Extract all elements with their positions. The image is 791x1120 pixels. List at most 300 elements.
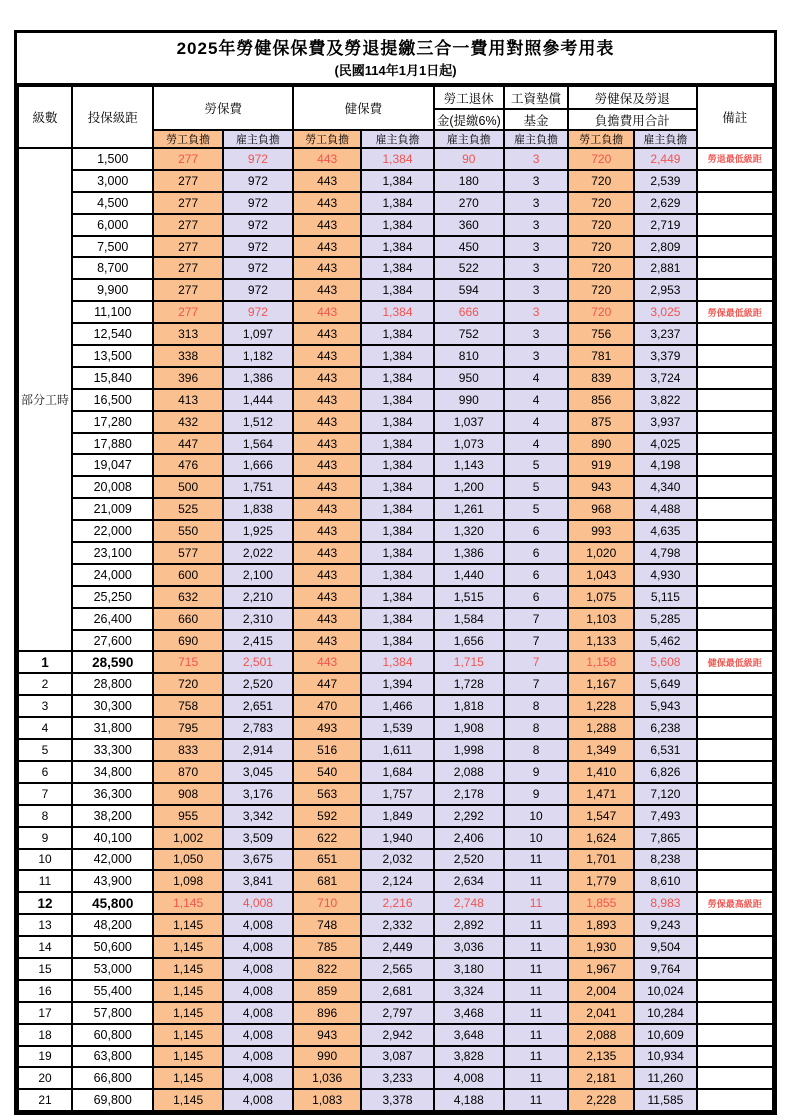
cell-labor-employee: 413 [153, 389, 222, 411]
cell-wage-fund-employer: 11 [504, 936, 568, 958]
cell-health-employer: 1,384 [361, 564, 433, 586]
cell-labor-employee: 870 [153, 761, 222, 783]
cell-total-employer: 2,719 [634, 214, 696, 236]
table-row [18, 323, 773, 345]
cell-total-employee: 968 [568, 498, 634, 520]
cell-labor-employer: 972 [223, 148, 293, 170]
cell-level: 2 [18, 673, 72, 695]
cell-pension-employer: 3,828 [434, 1046, 504, 1068]
cell-wage-fund-employer: 11 [504, 914, 568, 936]
cell-pension-employer: 522 [434, 257, 504, 279]
cell-labor-employer: 2,100 [223, 564, 293, 586]
cell-health-employee: 447 [293, 673, 361, 695]
cell-insured-bracket: 50,600 [72, 936, 154, 958]
cell-total-employee: 943 [568, 476, 634, 498]
cell-note [697, 520, 774, 542]
cell-health-employer: 3,087 [361, 1046, 433, 1068]
cell-health-employer: 1,384 [361, 257, 433, 279]
cell-total-employer: 5,285 [634, 608, 696, 630]
cell-wage-fund-employer: 5 [504, 476, 568, 498]
cell-total-employer: 7,120 [634, 783, 696, 805]
cell-labor-employer: 3,509 [223, 827, 293, 849]
cell-pension-employer: 1,998 [434, 739, 504, 761]
col-header-total-line2: 負擔費用合計 [568, 109, 696, 130]
cell-pension-employer: 2,292 [434, 805, 504, 827]
cell-pension-employer: 1,440 [434, 564, 504, 586]
cell-insured-bracket: 42,000 [72, 849, 154, 871]
cell-health-employer: 1,384 [361, 651, 433, 673]
table-row [18, 980, 773, 1002]
cell-labor-employee: 715 [153, 651, 222, 673]
cell-labor-employer: 3,342 [223, 805, 293, 827]
cell-labor-employer: 972 [223, 257, 293, 279]
table-row [18, 148, 773, 170]
cell-wage-fund-employer: 11 [504, 849, 568, 871]
cell-labor-employer: 1,666 [223, 454, 293, 476]
cell-note [697, 476, 774, 498]
table-row [18, 936, 773, 958]
fee-reference-sheet [14, 30, 777, 1115]
cell-total-employee: 1,020 [568, 542, 634, 564]
cell-insured-bracket: 1,500 [72, 148, 154, 170]
subheader-fund-employer: 雇主負擔 [504, 130, 568, 148]
cell-insured-bracket: 34,800 [72, 761, 154, 783]
cell-health-employer: 1,849 [361, 805, 433, 827]
cell-total-employer: 4,198 [634, 454, 696, 476]
cell-labor-employer: 2,415 [223, 630, 293, 652]
cell-health-employer: 1,384 [361, 192, 433, 214]
table-row [18, 279, 773, 301]
cell-pension-employer: 90 [434, 148, 504, 170]
table-row [18, 389, 773, 411]
cell-health-employee: 443 [293, 520, 361, 542]
cell-labor-employer: 2,914 [223, 739, 293, 761]
table-row [18, 257, 773, 279]
cell-health-employee: 443 [293, 170, 361, 192]
cell-labor-employee: 690 [153, 630, 222, 652]
cell-health-employee: 443 [293, 411, 361, 433]
cell-total-employer: 11,585 [634, 1089, 696, 1111]
cell-pension-employer: 2,892 [434, 914, 504, 936]
col-header-level: 級數 [18, 86, 72, 148]
table-row [18, 411, 773, 433]
cell-total-employer: 10,024 [634, 980, 696, 1002]
cell-health-employee: 943 [293, 1024, 361, 1046]
cell-insured-bracket: 11,100 [72, 301, 154, 323]
cell-health-employer: 2,449 [361, 936, 433, 958]
cell-total-employee: 1,288 [568, 717, 634, 739]
cell-level: 7 [18, 783, 72, 805]
cell-health-employer: 1,384 [361, 367, 433, 389]
cell-insured-bracket: 33,300 [72, 739, 154, 761]
cell-wage-fund-employer: 3 [504, 148, 568, 170]
cell-pension-employer: 4,008 [434, 1067, 504, 1089]
cell-total-employer: 2,539 [634, 170, 696, 192]
cell-total-employee: 1,410 [568, 761, 634, 783]
cell-total-employer: 2,809 [634, 236, 696, 258]
cell-labor-employee: 1,098 [153, 870, 222, 892]
cell-pension-employer: 1,261 [434, 498, 504, 520]
subheader-labor-employer: 雇主負擔 [223, 130, 293, 148]
cell-wage-fund-employer: 8 [504, 695, 568, 717]
cell-total-employee: 2,135 [568, 1046, 634, 1068]
cell-note [697, 236, 774, 258]
cell-wage-fund-employer: 5 [504, 454, 568, 476]
table-row [18, 476, 773, 498]
subheader-health-employer: 雇主負擔 [361, 130, 433, 148]
cell-health-employer: 2,216 [361, 892, 433, 914]
cell-wage-fund-employer: 7 [504, 651, 568, 673]
cell-total-employer: 5,943 [634, 695, 696, 717]
cell-total-employer: 3,937 [634, 411, 696, 433]
page-subtitle: (民國114年1月1日起) [334, 63, 457, 78]
group-label-part-time: 部分工時 [18, 148, 72, 651]
cell-wage-fund-employer: 3 [504, 279, 568, 301]
cell-health-employer: 1,384 [361, 170, 433, 192]
cell-labor-employee: 277 [153, 236, 222, 258]
cell-wage-fund-employer: 11 [504, 1046, 568, 1068]
cell-health-employer: 1,611 [361, 739, 433, 761]
cell-insured-bracket: 19,047 [72, 454, 154, 476]
cell-insured-bracket: 12,540 [72, 323, 154, 345]
cell-note [697, 214, 774, 236]
cell-labor-employee: 447 [153, 433, 222, 455]
cell-labor-employee: 660 [153, 608, 222, 630]
cell-health-employer: 2,332 [361, 914, 433, 936]
table-row [18, 739, 773, 761]
cell-health-employee: 1,036 [293, 1067, 361, 1089]
cell-health-employer: 1,384 [361, 323, 433, 345]
cell-total-employer: 5,462 [634, 630, 696, 652]
cell-health-employee: 990 [293, 1046, 361, 1068]
cell-total-employer: 6,531 [634, 739, 696, 761]
cell-note [697, 805, 774, 827]
cell-wage-fund-employer: 6 [504, 586, 568, 608]
cell-note [697, 345, 774, 367]
cell-insured-bracket: 22,000 [72, 520, 154, 542]
cell-health-employee: 443 [293, 279, 361, 301]
cell-health-employer: 1,384 [361, 608, 433, 630]
cell-health-employee: 443 [293, 323, 361, 345]
cell-pension-employer: 2,178 [434, 783, 504, 805]
cell-total-employer: 3,025 [634, 301, 696, 323]
cell-pension-employer: 594 [434, 279, 504, 301]
cell-health-employer: 2,565 [361, 958, 433, 980]
cell-health-employer: 1,384 [361, 454, 433, 476]
cell-health-employee: 681 [293, 870, 361, 892]
cell-labor-employer: 1,925 [223, 520, 293, 542]
cell-total-employee: 1,043 [568, 564, 634, 586]
cell-health-employer: 1,384 [361, 498, 433, 520]
cell-wage-fund-employer: 4 [504, 411, 568, 433]
cell-note [697, 695, 774, 717]
cell-insured-bracket: 38,200 [72, 805, 154, 827]
cell-health-employee: 443 [293, 630, 361, 652]
cell-total-employee: 756 [568, 323, 634, 345]
cell-pension-employer: 1,073 [434, 433, 504, 455]
cell-wage-fund-employer: 3 [504, 323, 568, 345]
cell-wage-fund-employer: 11 [504, 980, 568, 1002]
cell-total-employer: 4,798 [634, 542, 696, 564]
cell-wage-fund-employer: 7 [504, 673, 568, 695]
cell-level: 1 [18, 651, 72, 673]
cell-wage-fund-employer: 6 [504, 564, 568, 586]
cell-wage-fund-employer: 3 [504, 257, 568, 279]
col-header-total-line1: 勞健保及勞退 [568, 86, 696, 109]
cell-insured-bracket: 40,100 [72, 827, 154, 849]
cell-wage-fund-employer: 9 [504, 783, 568, 805]
cell-note [697, 454, 774, 476]
cell-total-employer: 9,504 [634, 936, 696, 958]
cell-total-employer: 10,934 [634, 1046, 696, 1068]
cell-health-employer: 1,466 [361, 695, 433, 717]
cell-labor-employee: 277 [153, 257, 222, 279]
cell-level: 8 [18, 805, 72, 827]
cell-wage-fund-employer: 11 [504, 958, 568, 980]
cell-labor-employer: 2,310 [223, 608, 293, 630]
col-header-wage-fund-line1: 工資墊償 [504, 86, 568, 109]
cell-pension-employer: 1,656 [434, 630, 504, 652]
cell-wage-fund-employer: 3 [504, 345, 568, 367]
cell-total-employer: 5,649 [634, 673, 696, 695]
cell-total-employee: 875 [568, 411, 634, 433]
table-row [18, 761, 773, 783]
cell-labor-employer: 4,008 [223, 936, 293, 958]
cell-labor-employer: 972 [223, 214, 293, 236]
col-header-note: 備註 [697, 86, 774, 148]
cell-wage-fund-employer: 7 [504, 608, 568, 630]
cell-pension-employer: 3,180 [434, 958, 504, 980]
cell-wage-fund-employer: 3 [504, 214, 568, 236]
cell-health-employer: 1,384 [361, 148, 433, 170]
cell-total-employer: 4,488 [634, 498, 696, 520]
col-header-wage-fund-line2: 基金 [504, 109, 568, 130]
table-row [18, 301, 773, 323]
cell-total-employee: 1,779 [568, 870, 634, 892]
cell-labor-employee: 338 [153, 345, 222, 367]
cell-labor-employer: 1,182 [223, 345, 293, 367]
cell-labor-employer: 1,386 [223, 367, 293, 389]
cell-note [697, 958, 774, 980]
cell-note [697, 257, 774, 279]
table-row [18, 1002, 773, 1024]
col-header-bracket: 投保級距 [72, 86, 154, 148]
cell-pension-employer: 2,748 [434, 892, 504, 914]
cell-health-employee: 516 [293, 739, 361, 761]
cell-total-employee: 2,181 [568, 1067, 634, 1089]
cell-health-employer: 3,233 [361, 1067, 433, 1089]
table-row [18, 783, 773, 805]
cell-level: 3 [18, 695, 72, 717]
cell-note: 勞退最低級距 [697, 148, 774, 170]
cell-health-employee: 540 [293, 761, 361, 783]
cell-level: 18 [18, 1024, 72, 1046]
cell-labor-employee: 1,145 [153, 914, 222, 936]
cell-note [697, 608, 774, 630]
cell-health-employee: 443 [293, 214, 361, 236]
cell-insured-bracket: 20,008 [72, 476, 154, 498]
cell-insured-bracket: 30,300 [72, 695, 154, 717]
cell-wage-fund-employer: 11 [504, 1089, 568, 1111]
cell-total-employee: 1,967 [568, 958, 634, 980]
table-row [18, 914, 773, 936]
cell-total-employer: 7,493 [634, 805, 696, 827]
cell-labor-employer: 4,008 [223, 1089, 293, 1111]
cell-level: 21 [18, 1089, 72, 1111]
cell-pension-employer: 1,320 [434, 520, 504, 542]
table-title-box [17, 33, 774, 85]
cell-level: 19 [18, 1046, 72, 1068]
cell-pension-employer: 1,200 [434, 476, 504, 498]
cell-total-employer: 10,609 [634, 1024, 696, 1046]
cell-labor-employee: 476 [153, 454, 222, 476]
cell-labor-employer: 1,564 [223, 433, 293, 455]
cell-wage-fund-employer: 6 [504, 542, 568, 564]
cell-note [697, 827, 774, 849]
cell-total-employer: 9,764 [634, 958, 696, 980]
table-row [18, 367, 773, 389]
cell-wage-fund-employer: 4 [504, 367, 568, 389]
cell-health-employer: 1,384 [361, 345, 433, 367]
cell-labor-employer: 3,841 [223, 870, 293, 892]
subheader-total-employee: 勞工負擔 [568, 130, 634, 148]
cell-pension-employer: 1,515 [434, 586, 504, 608]
cell-labor-employee: 908 [153, 783, 222, 805]
cell-health-employee: 710 [293, 892, 361, 914]
cell-health-employer: 2,681 [361, 980, 433, 1002]
cell-labor-employee: 833 [153, 739, 222, 761]
cell-health-employee: 493 [293, 717, 361, 739]
cell-wage-fund-employer: 7 [504, 630, 568, 652]
cell-total-employee: 720 [568, 257, 634, 279]
cell-insured-bracket: 31,800 [72, 717, 154, 739]
cell-labor-employer: 2,651 [223, 695, 293, 717]
cell-labor-employee: 1,145 [153, 892, 222, 914]
cell-note [697, 849, 774, 871]
cell-total-employee: 1,075 [568, 586, 634, 608]
table-row [18, 345, 773, 367]
cell-pension-employer: 1,728 [434, 673, 504, 695]
cell-labor-employer: 3,675 [223, 849, 293, 871]
cell-wage-fund-employer: 6 [504, 520, 568, 542]
table-row [18, 805, 773, 827]
cell-total-employee: 1,855 [568, 892, 634, 914]
cell-health-employee: 443 [293, 651, 361, 673]
cell-labor-employer: 2,783 [223, 717, 293, 739]
cell-note [697, 564, 774, 586]
cell-labor-employer: 1,838 [223, 498, 293, 520]
cell-labor-employee: 1,145 [153, 1024, 222, 1046]
cell-wage-fund-employer: 10 [504, 827, 568, 849]
cell-insured-bracket: 9,900 [72, 279, 154, 301]
col-header-health-insurance: 健保費 [293, 86, 434, 130]
cell-labor-employee: 758 [153, 695, 222, 717]
cell-insured-bracket: 27,600 [72, 630, 154, 652]
cell-total-employee: 2,041 [568, 1002, 634, 1024]
cell-labor-employer: 4,008 [223, 1002, 293, 1024]
cell-total-employer: 5,608 [634, 651, 696, 673]
cell-wage-fund-employer: 8 [504, 739, 568, 761]
cell-labor-employer: 2,501 [223, 651, 293, 673]
cell-health-employee: 443 [293, 192, 361, 214]
cell-health-employer: 3,378 [361, 1089, 433, 1111]
cell-total-employee: 781 [568, 345, 634, 367]
col-header-pension-line2: 金(提繳6%) [434, 109, 504, 130]
cell-labor-employee: 1,145 [153, 1002, 222, 1024]
cell-health-employee: 859 [293, 980, 361, 1002]
cell-health-employer: 2,942 [361, 1024, 433, 1046]
cell-labor-employee: 1,145 [153, 1067, 222, 1089]
cell-level: 6 [18, 761, 72, 783]
table-row [18, 498, 773, 520]
cell-total-employer: 8,238 [634, 849, 696, 871]
cell-labor-employer: 4,008 [223, 1024, 293, 1046]
cell-wage-fund-employer: 3 [504, 236, 568, 258]
cell-note [697, 389, 774, 411]
cell-health-employee: 443 [293, 586, 361, 608]
cell-total-employer: 6,238 [634, 717, 696, 739]
cell-total-employee: 1,167 [568, 673, 634, 695]
cell-health-employee: 443 [293, 257, 361, 279]
cell-note: 勞保最低級距 [697, 301, 774, 323]
cell-health-employee: 896 [293, 1002, 361, 1024]
table-row [18, 520, 773, 542]
cell-labor-employer: 972 [223, 301, 293, 323]
cell-level: 4 [18, 717, 72, 739]
cell-level: 10 [18, 849, 72, 871]
cell-total-employee: 1,349 [568, 739, 634, 761]
table-row [18, 542, 773, 564]
cell-level: 14 [18, 936, 72, 958]
cell-health-employee: 470 [293, 695, 361, 717]
cell-note [697, 673, 774, 695]
table-row [18, 630, 773, 652]
cell-labor-employer: 4,008 [223, 914, 293, 936]
cell-note [697, 498, 774, 520]
cell-health-employee: 1,083 [293, 1089, 361, 1111]
cell-total-employee: 839 [568, 367, 634, 389]
cell-total-employee: 720 [568, 214, 634, 236]
cell-labor-employer: 2,210 [223, 586, 293, 608]
cell-level: 15 [18, 958, 72, 980]
cell-pension-employer: 1,037 [434, 411, 504, 433]
cell-labor-employee: 955 [153, 805, 222, 827]
cell-pension-employer: 1,584 [434, 608, 504, 630]
cell-note [697, 323, 774, 345]
cell-total-employee: 720 [568, 192, 634, 214]
cell-pension-employer: 3,468 [434, 1002, 504, 1024]
cell-labor-employer: 972 [223, 279, 293, 301]
cell-note [697, 542, 774, 564]
cell-health-employee: 592 [293, 805, 361, 827]
cell-health-employer: 1,539 [361, 717, 433, 739]
cell-pension-employer: 810 [434, 345, 504, 367]
cell-health-employee: 443 [293, 301, 361, 323]
cell-pension-employer: 1,908 [434, 717, 504, 739]
cell-note [697, 936, 774, 958]
cell-pension-employer: 990 [434, 389, 504, 411]
table-row [18, 849, 773, 871]
cell-labor-employee: 795 [153, 717, 222, 739]
table-row [18, 695, 773, 717]
cell-note [697, 630, 774, 652]
cell-labor-employer: 4,008 [223, 1046, 293, 1068]
subheader-labor-employee: 勞工負擔 [153, 130, 222, 148]
cell-wage-fund-employer: 8 [504, 717, 568, 739]
cell-insured-bracket: 63,800 [72, 1046, 154, 1068]
cell-health-employer: 1,384 [361, 433, 433, 455]
cell-total-employee: 1,158 [568, 651, 634, 673]
